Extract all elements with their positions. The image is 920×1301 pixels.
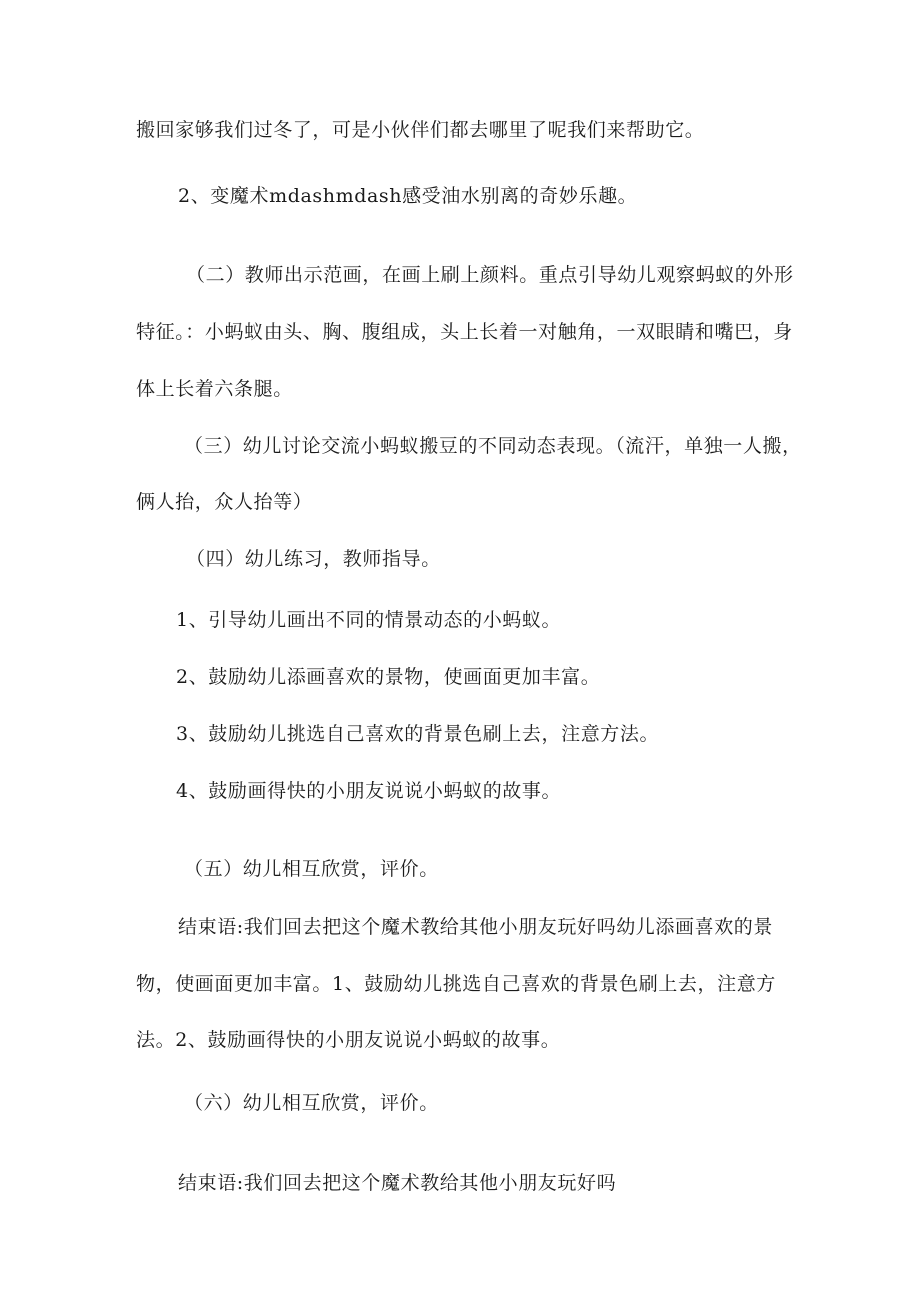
text-line: （五）幼儿相互欣赏，评价。: [184, 858, 439, 880]
text-line: 3、鼓励幼儿挑选自己喜欢的背景色刷上去，注意方法。: [176, 723, 660, 745]
text-line: 俩人抬，众人抬等）: [136, 491, 313, 513]
text-line: 结束语:我们回去把这个魔术教给其他小朋友玩好吗: [178, 1172, 617, 1194]
text-line: 结束语:我们回去把这个魔术教给其他小朋友玩好吗幼儿添画喜欢的景: [178, 916, 774, 938]
text-line: 1、引导幼儿画出不同的情景动态的小蚂蚁。: [176, 609, 562, 631]
text-line: 2、变魔术mdashmdash感受油水别离的奇妙乐趣。: [178, 185, 638, 207]
text-line: 4、鼓励画得快的小朋友说说小蚂蚁的故事。: [176, 780, 562, 802]
text-line: 2、鼓励幼儿添画喜欢的景物，使画面更加丰富。: [176, 666, 601, 688]
text-line: （三）幼儿讨论交流小蚂蚁搬豆的不同动态表现。（流汗，单独一人搬，: [184, 435, 802, 457]
text-line: 体上长着六条腿。: [136, 378, 293, 400]
text-line: 搬回家够我们过冬了，可是小伙伴们都去哪里了呢我们来帮助它。: [136, 119, 705, 141]
text-line: 法。2、鼓励画得快的小朋友说说小蚂蚁的故事。: [136, 1029, 561, 1051]
text-line: 特征。：小蚂蚁由头、胸、腹组成，头上长着一对触角，一双眼睛和嘴巴，身: [136, 321, 793, 343]
text-line: （四）幼儿练习，教师指导。: [186, 548, 441, 570]
text-line: 物，使画面更加丰富。1、鼓励幼儿挑选自己喜欢的背景色刷上去，注意方: [136, 973, 776, 995]
text-line: （六）幼儿相互欣赏，评价。: [184, 1092, 439, 1114]
text-line: （二）教师出示范画，在画上刷上颜料。重点引导幼儿观察蚂蚁的外形: [186, 264, 794, 286]
